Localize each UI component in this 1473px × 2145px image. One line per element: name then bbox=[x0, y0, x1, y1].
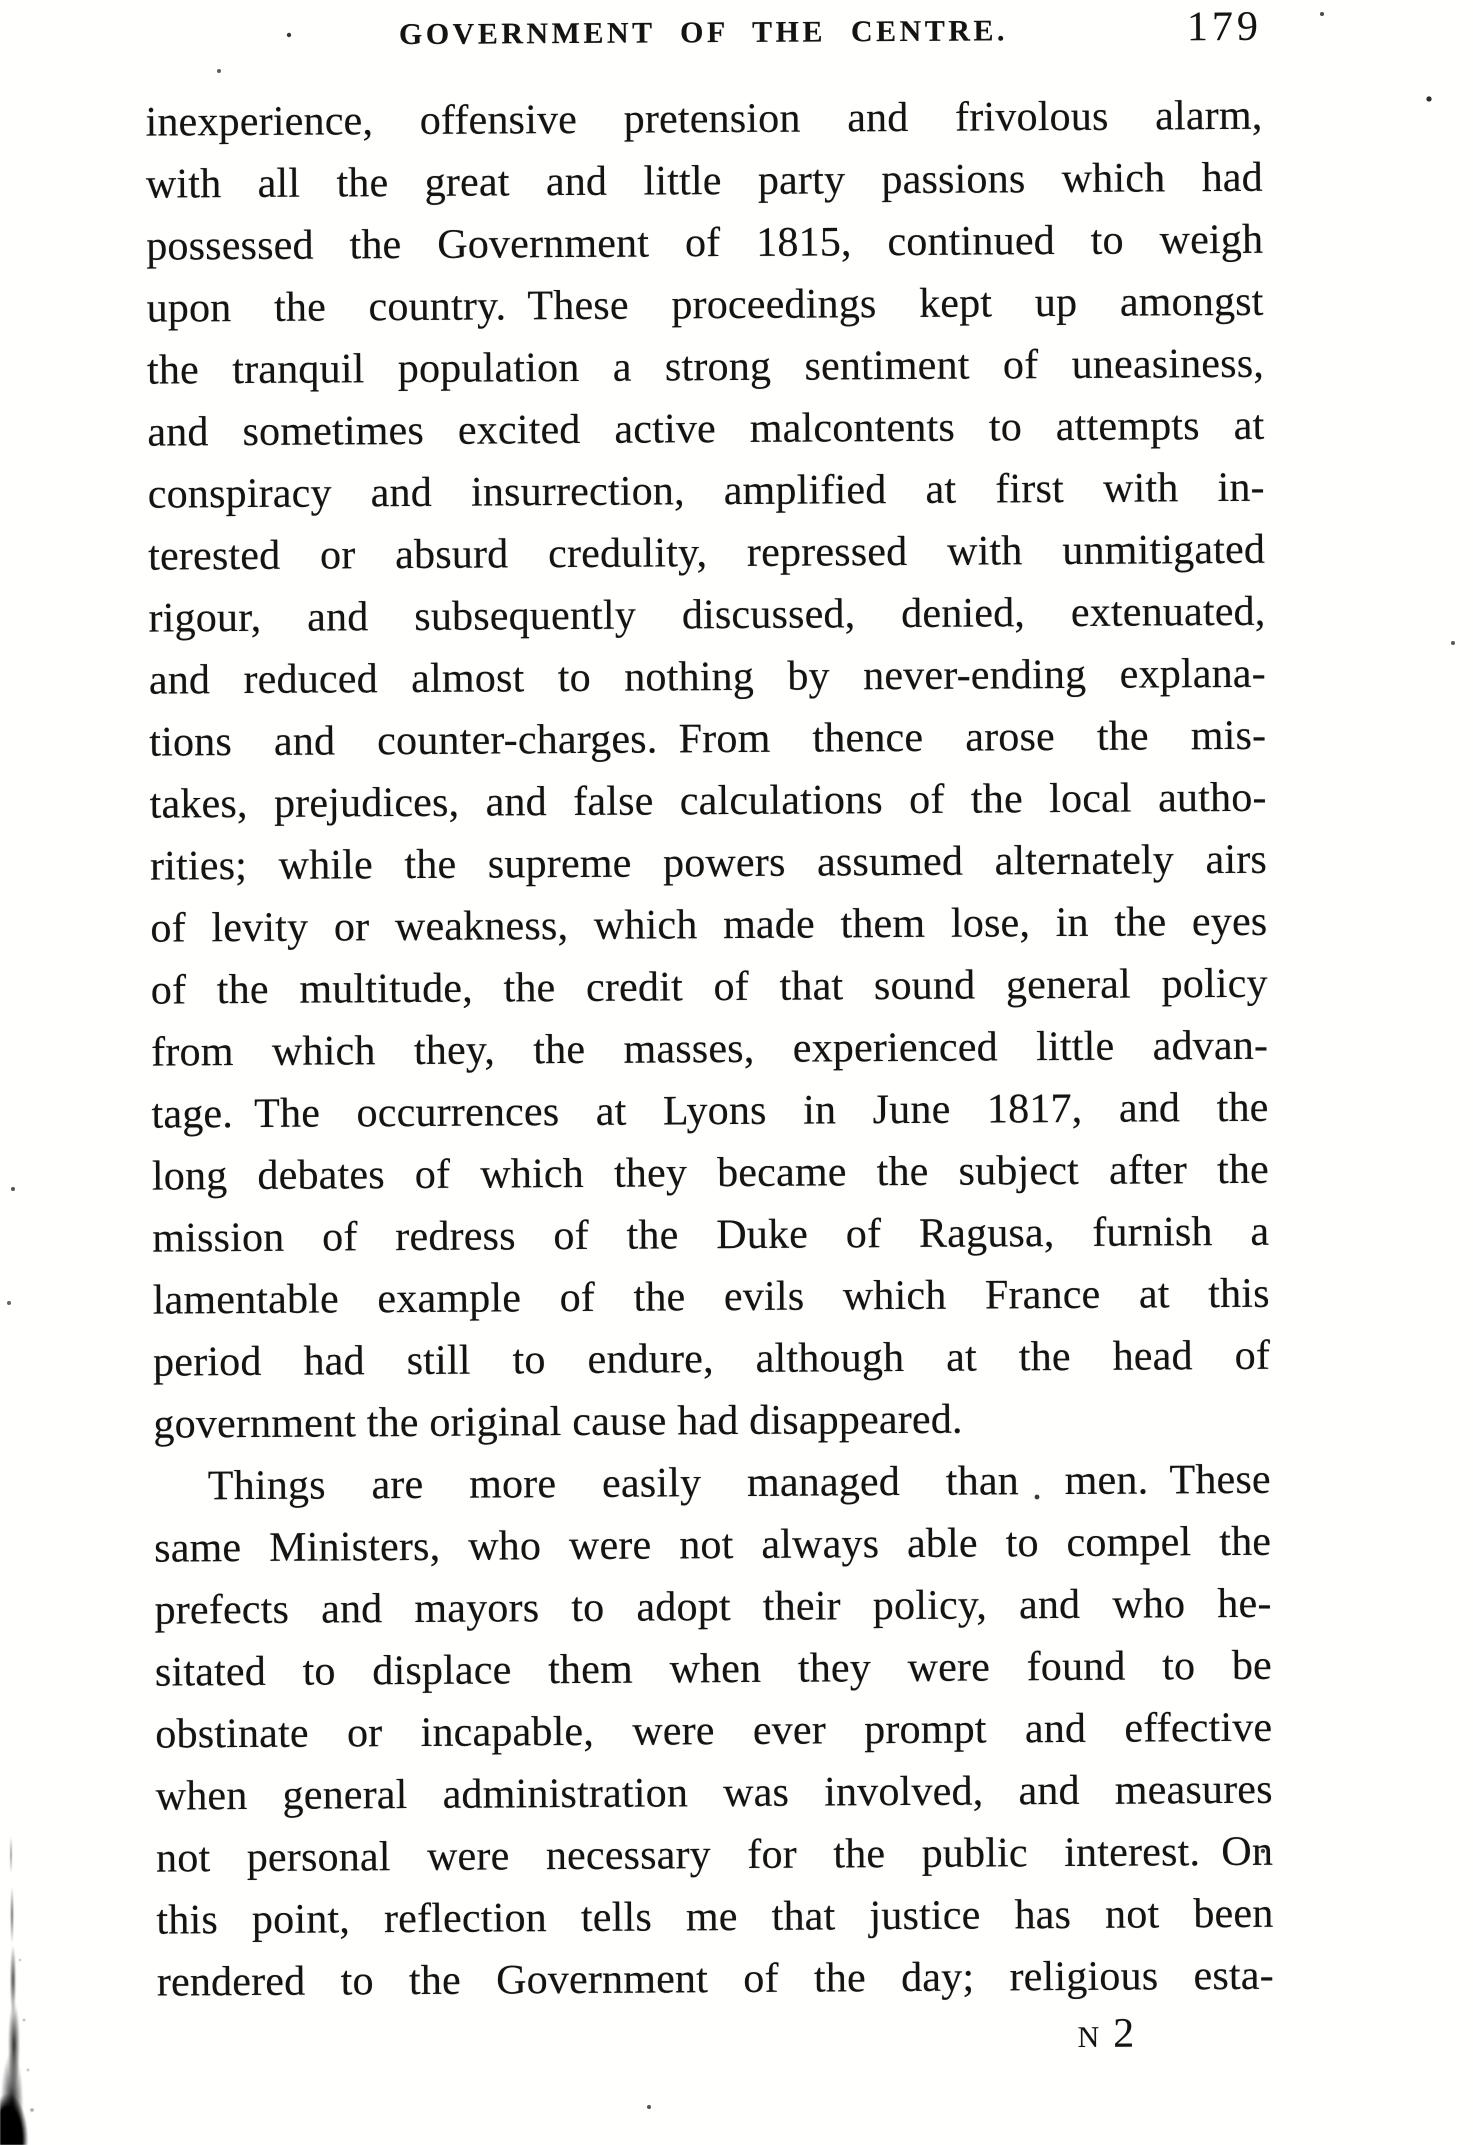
text-line: mission of redress of the Duke of Ragusa, furnish a bbox=[152, 1208, 1270, 1262]
text-line: and sometimes excited active malcontents to attempts at bbox=[147, 402, 1265, 456]
scan-gutter-artifact bbox=[0, 1830, 70, 2145]
text-line: this point, reflection tells me that justice has not been bbox=[156, 1890, 1274, 1944]
scan-speck-artifacts bbox=[0, 0, 2, 2]
text-line: rities; while the supreme powers assumed alternately airs bbox=[149, 836, 1268, 890]
signature-mark bbox=[157, 2010, 1134, 2064]
text-line: government the original cause had disappeared. bbox=[153, 1396, 963, 1448]
text-line: rigour, and subsequently discussed, denied, extenuated, bbox=[148, 588, 1266, 642]
text-line: inexperience, offensive pretension and frivolous alarm, bbox=[145, 92, 1263, 146]
text-line: and reduced almost to nothing by never-ending explana- bbox=[148, 650, 1267, 704]
text-line: Things are more easily managed than men. These bbox=[207, 1456, 1271, 1510]
signature-number: 2 bbox=[1113, 2010, 1135, 2057]
page-number: 179 bbox=[1186, 3, 1263, 51]
text-line: of levity or weakness, which made them lose, in the eyes bbox=[150, 898, 1268, 952]
text-line: sitated to displace them when they were found to be bbox=[154, 1642, 1273, 1696]
text-line: same Ministers, who were not always able to compel the bbox=[154, 1518, 1272, 1572]
text-line: when general administration was involved, and measures bbox=[155, 1766, 1273, 1820]
text-line: long debates of which they became the subject after the bbox=[151, 1146, 1270, 1200]
text-line: of the multitude, the credit of that sound general policy bbox=[150, 960, 1268, 1014]
text-line: obstinate or incapable, were ever prompt and effective bbox=[155, 1704, 1273, 1758]
text-line: period had still to endure, although at the head of bbox=[152, 1332, 1271, 1386]
text-line: lamentable example of the evils which France at this bbox=[152, 1270, 1270, 1324]
text-line: conspiracy and insurrection, amplified at first with in- bbox=[147, 464, 1265, 518]
text-line: from which they, the masses, experienced little advan- bbox=[151, 1022, 1269, 1076]
signature-letter: N bbox=[1077, 2020, 1102, 2054]
running-title: GOVERNMENT OF THE CENTRE. bbox=[398, 14, 1009, 52]
text-line: prefects and mayors to adopt their policy, and who he- bbox=[154, 1580, 1272, 1634]
text-line: tage. The occurrences at Lyons in June 1817, and the bbox=[151, 1084, 1269, 1138]
text-line: the tranquil population a strong sentiment of uneasiness, bbox=[146, 340, 1265, 394]
text-line: upon the country. These proceedings kept up amongst bbox=[146, 278, 1264, 332]
text-line: possessed the Government of 1815, continued to weigh bbox=[146, 216, 1264, 270]
text-line: not personal were necessary for the public interest. On bbox=[155, 1828, 1274, 1882]
text-line: rendered to the Government of the day; religious esta- bbox=[156, 1952, 1274, 2006]
text-line: terested or absurd credulity, repressed with unmitigated bbox=[148, 526, 1266, 580]
text-line: tions and counter-charges. From thence arose the mis- bbox=[149, 712, 1267, 766]
text-line: takes, prejudices, and false calculations of the local autho- bbox=[149, 774, 1267, 828]
body-text bbox=[145, 85, 1274, 2014]
text-line: with all the great and little party passions which had bbox=[145, 154, 1263, 208]
